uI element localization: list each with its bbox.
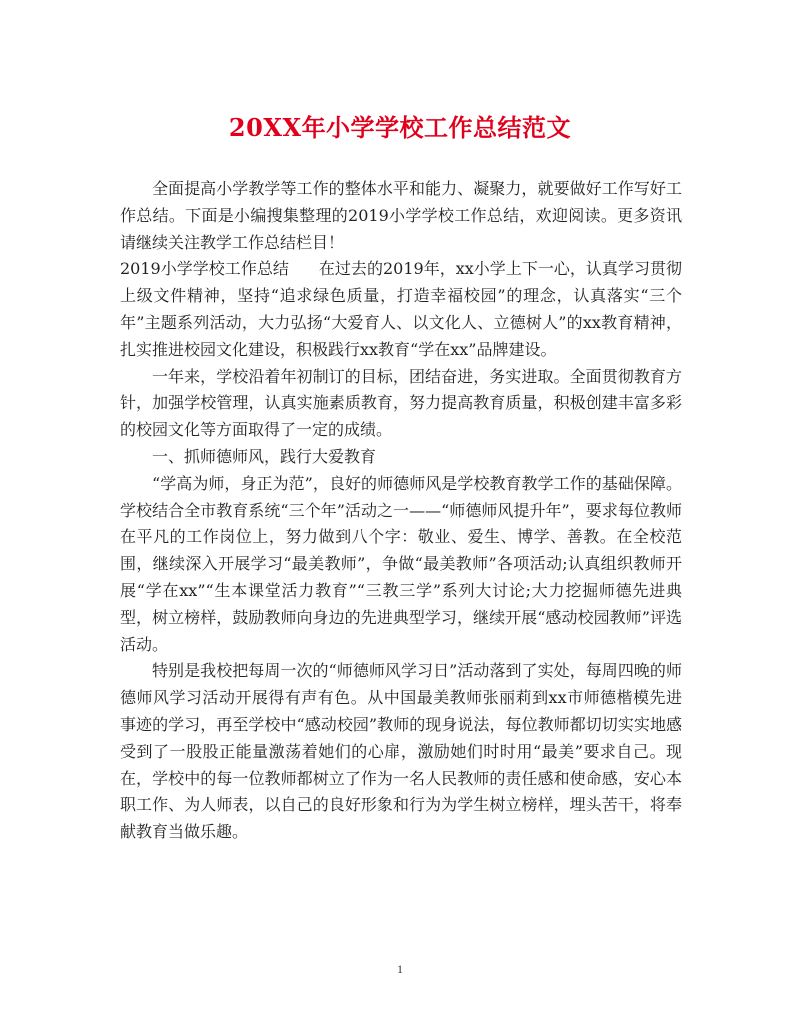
section-one-body: “学高为师，身正为范”，良好的师德师风是学校教育教学工作的基础保障。学校结合全市教育系统“三个年”活动之一——“师德师风提升年”，要求每位教师在平凡的工作岗位上，努力做到八个字：敬业、爱生、博学、善教。在全校范围，继续深入开展学习“最美教师”，争做“最美教师”各项活动;认真组织教师开展“学在xx”“生本课堂活力教育”“三教三学”系列大讨论;大力挖掘师德先进典型，树立榜样，鼓励教师向身边的先进典型学习，继续开展“感动校园教师”评选活动。: [120, 473, 682, 654]
document-body: [120, 176, 682, 846]
document-title: 20XX年小学学校工作总结范文: [228, 113, 572, 142]
summary-heading-paragraph: [120, 256, 682, 363]
section-one-heading: 一、抓师德师风，践行大爱教育: [152, 446, 377, 466]
intro-paragraph: 全面提高小学教学等工作的整体水平和能力、凝聚力，就要做好工作写好工作总结。下面是小编搜集整理的2019小学学校工作总结，欢迎阅读。更多资讯请继续关注教学工作总结栏目！: [120, 179, 682, 252]
summary-heading-lead: 2019小学学校工作总结: [120, 259, 289, 279]
summary-heading-body: 在过去的2019年，xx小学上下一心，认真学习贯彻上级文件精神，坚持“追求绿色质量，打造幸福校园”的理念，认真落实“三个年”主题系列活动，大力弘扬“大爱育人、以文化人、立德树人”的xx教育精神，扎实推进校园文化建设，积极践行xx教育“学在xx”品牌建设。: [120, 259, 682, 359]
year-summary-paragraph: 一年来，学校沿着年初制订的目标，团结奋进，务实进取。全面贯彻教育方针，加强学校管理，认真实施素质教育，努力提高教育质量，积极创建丰富多彩的校园文化等方面取得了一定的成绩。: [120, 366, 682, 440]
special-activity-paragraph: 特别是我校把每周一次的“师德师风学习日”活动落到了实处，每周四晚的师德师风学习活动开展得有声有色。从中国最美教师张丽莉到xx市师德楷模先进事迹的学习，再至学校中“感动校园”教师的现身说法，每位教师都切切实实地感受到了一股股正能量激荡着她们的心扉，激励她们时时用“最美”要求自己。现在，学校中的每一位教师都树立了作为一名人民教师的责任感和使命感，安心本职工作、为人师表，以自己的良好形象和行为为学生树立榜样，埋头苦干，将奉献教育当做乐趣。: [120, 661, 682, 842]
page-number: 1: [397, 962, 403, 976]
